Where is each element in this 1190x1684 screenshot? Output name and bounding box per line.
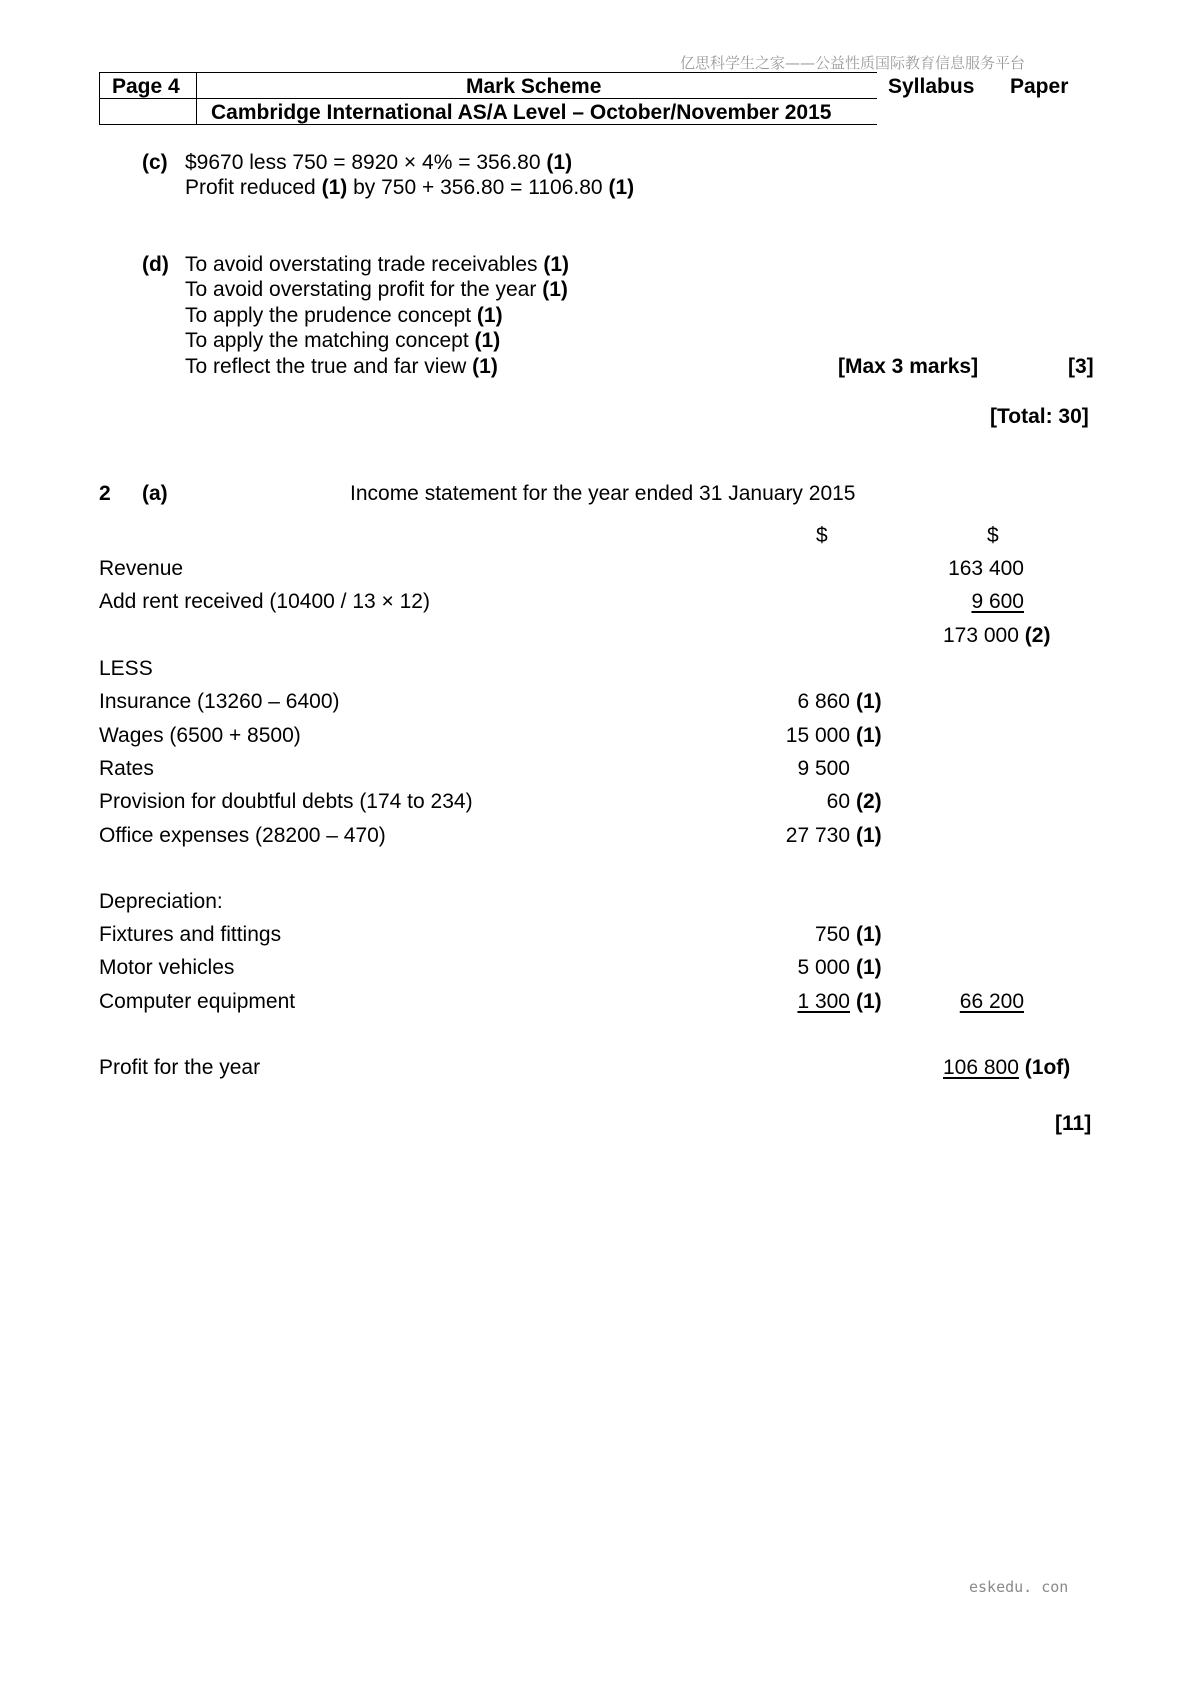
depreciation-item-value-cell <box>720 991 850 1012</box>
column-2-heading: $ <box>987 524 999 547</box>
part-d-item <box>185 330 500 351</box>
expense-value: 6 860 <box>797 690 850 713</box>
mark: (1) <box>321 176 348 199</box>
max-marks: [Max 3 marks] <box>838 355 979 378</box>
part-c-line-2-text-a: Profit reduced <box>185 176 316 199</box>
mark: (2) <box>1024 624 1051 647</box>
part-d-label: (d) <box>142 253 169 276</box>
rent-value: 9 600 <box>971 590 1024 613</box>
mark: (1of) <box>1024 1056 1071 1079</box>
profit-row <box>943 1057 1070 1078</box>
column-1-heading: $ <box>816 524 828 547</box>
expense-label: Office expenses (28200 – 470) <box>99 824 386 847</box>
mark: (1) <box>856 724 882 747</box>
total-expenses-value: 66 200 <box>959 990 1024 1013</box>
total-expenses-cell <box>943 991 1024 1012</box>
expense-label: Insurance (13260 – 6400) <box>99 690 340 713</box>
expense-label: Rates <box>99 757 154 780</box>
question-2a-marks: [11] <box>1055 1112 1092 1135</box>
part-d-item-text: To apply the matching concept <box>185 329 469 352</box>
mark: (1) <box>856 956 882 979</box>
profit-value: 106 800 <box>943 1056 1019 1079</box>
revenue-value: 163 400 <box>948 557 1024 580</box>
part-c-line-2-text-b: by 750 + 356.80 = 1106.80 <box>353 176 603 199</box>
part-c-line-1 <box>185 152 572 173</box>
exam-subtitle: Cambridge International AS/A Level – October/November 2015 <box>211 101 832 124</box>
mark: (1) <box>856 923 882 946</box>
question-part-label: (a) <box>142 482 168 505</box>
mark: (1) <box>543 253 570 276</box>
profit-label: Profit for the year <box>99 1056 261 1079</box>
expense-value: 60 <box>826 790 850 813</box>
subtotal-row <box>943 625 1050 646</box>
depreciation-item-label: Motor vehicles <box>99 956 235 979</box>
part-d-item-text: To avoid overstating trade receivables <box>185 253 538 276</box>
watermark-text: 亿思科学生之家——公益性质国际教育信息服务平台 <box>680 54 1026 72</box>
mark-scheme-title: Mark Scheme <box>466 75 602 98</box>
less-label: LESS <box>99 657 153 680</box>
total-marks: [Total: 30] <box>990 405 1089 428</box>
part-d-marks: [3] <box>1068 355 1094 378</box>
depreciation-item-value: 750 <box>814 923 850 946</box>
mark: (1) <box>608 176 635 199</box>
question-number: 2 <box>99 482 111 505</box>
rent-value-cell <box>943 591 1024 612</box>
part-d-item <box>185 254 569 275</box>
part-c-label: (c) <box>142 151 168 174</box>
depreciation-item-value: 5 000 <box>797 956 850 979</box>
mark: (1) <box>476 304 503 327</box>
part-d-item <box>185 305 503 326</box>
part-d-item <box>185 279 568 300</box>
mark: (1) <box>856 690 882 713</box>
mark: (1) <box>542 278 568 301</box>
part-c-line-2 <box>185 177 634 198</box>
income-statement-title: Income statement for the year ended 31 January 2015 <box>350 482 856 505</box>
part-d-item-text: To reflect the true and far view <box>185 355 467 378</box>
paper-heading: Paper <box>1010 75 1069 98</box>
mark: (1) <box>472 355 498 378</box>
mark: (1) <box>856 990 882 1013</box>
part-d-item-text: To apply the prudence concept <box>185 304 472 327</box>
mark: (1) <box>856 824 882 847</box>
depreciation-item-label: Fixtures and fittings <box>99 923 282 946</box>
part-c-line-1-text: $9670 less 750 = 8920 × 4% = 356.80 <box>185 151 541 174</box>
expense-value: 27 730 <box>785 824 850 847</box>
expense-label: Wages (6500 + 8500) <box>99 724 301 747</box>
footer-site-text: eskedu. con <box>969 1578 1069 1596</box>
rent-label: Add rent received (10400 / 13 × 12) <box>99 590 430 613</box>
expense-label: Provision for doubtful debts (174 to 234) <box>99 790 473 813</box>
depreciation-label: Depreciation: <box>99 890 223 913</box>
depreciation-item-value: 1 300 <box>797 990 850 1013</box>
part-d-item <box>185 356 498 377</box>
subtotal-value: 173 000 <box>943 624 1019 647</box>
page-number: Page 4 <box>112 75 180 98</box>
expense-value: 15 000 <box>785 724 850 747</box>
revenue-label: Revenue <box>99 557 184 580</box>
mark: (2) <box>856 790 882 813</box>
mark: (1) <box>546 151 573 174</box>
mark: (1) <box>474 329 501 352</box>
part-d-item-text: To avoid overstating profit for the year <box>185 278 537 301</box>
expense-value: 9 500 <box>797 757 850 780</box>
depreciation-item-label: Computer equipment <box>99 990 296 1013</box>
syllabus-heading: Syllabus <box>888 75 975 98</box>
